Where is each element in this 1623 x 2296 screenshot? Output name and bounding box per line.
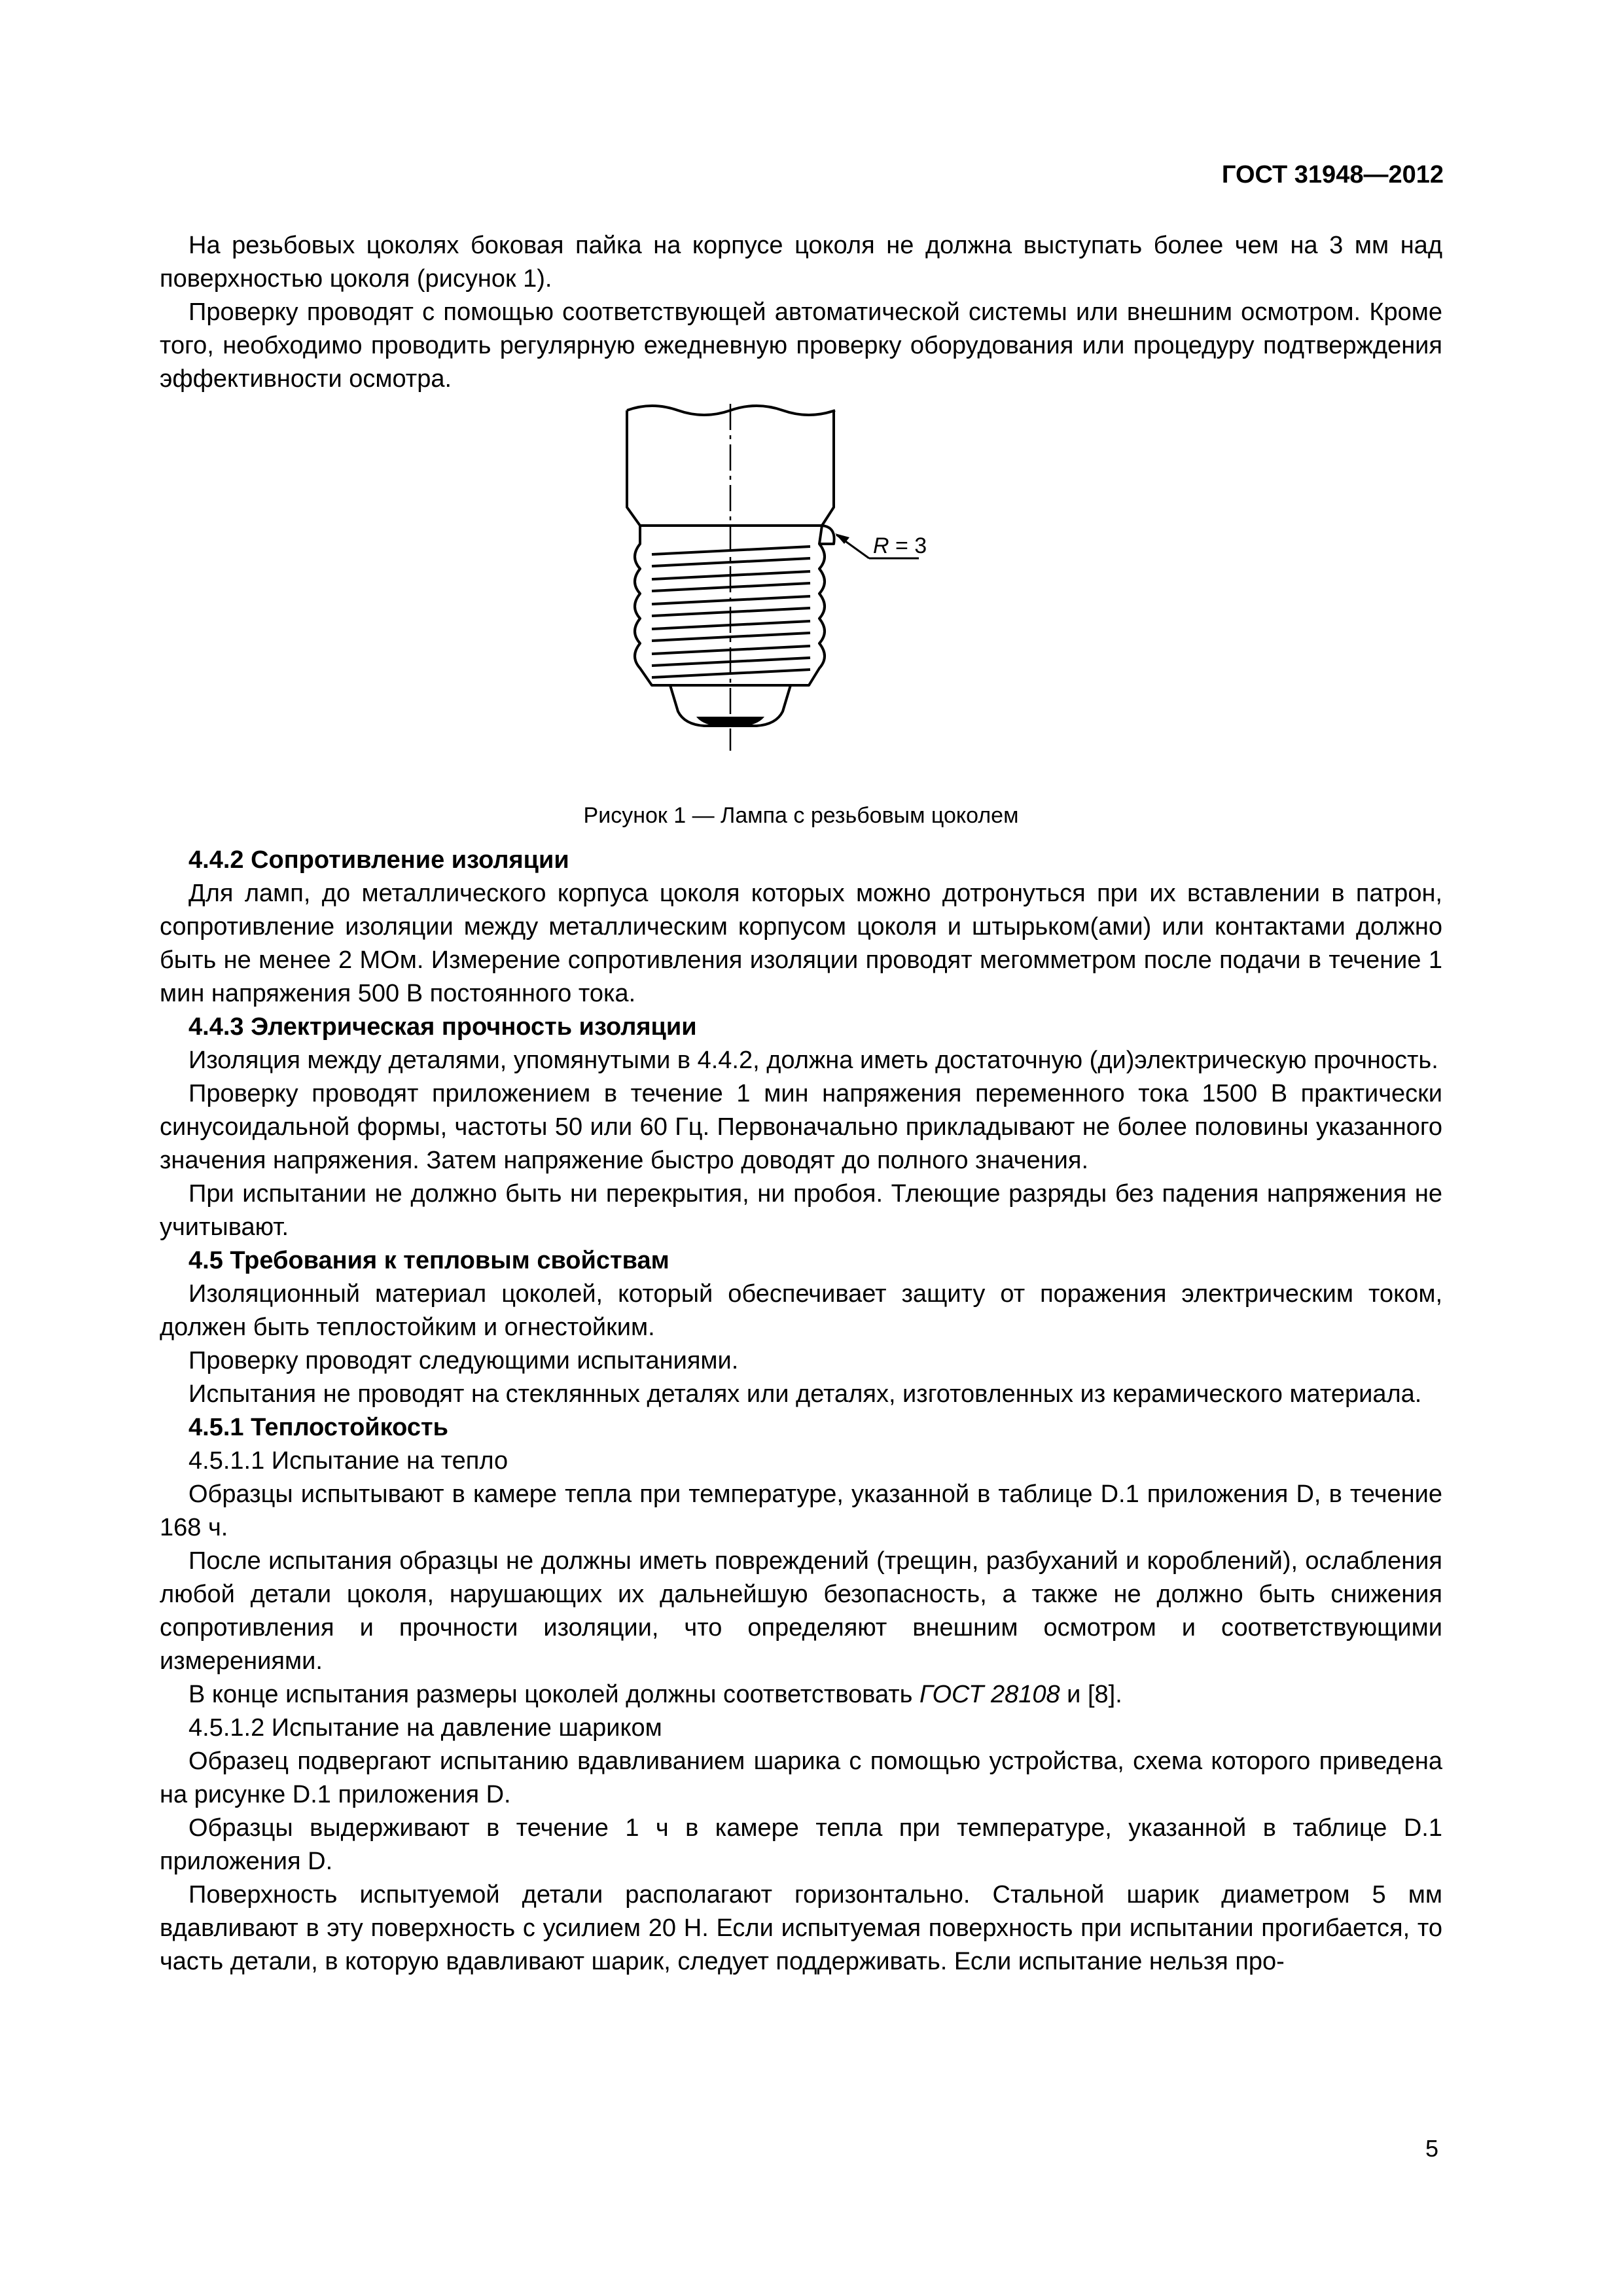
section-4-4-3-text-1: Изоляция между деталями, упомянутыми в 4.4.2, должна иметь достаточную (ди)электрическую прочность.: [188, 1047, 1438, 1074]
section-4-5-1-title: 4.5.1 Теплостойкость: [188, 1414, 448, 1441]
lamp-screw-base-drawing: [626, 404, 979, 751]
section-4-5-1-1-title: 4.5.1.1 Испытание на тепло: [188, 1447, 508, 1475]
section-4-5-1-1-text-3: [160, 1678, 1442, 1712]
section-4-4-2-text: Для ламп, до металлического корпуса цоколя которых можно дотронуться при их вставлении в патрон, сопротивление изоляции между металлическим корпусом цоколя и штырьком(ами) или контактами должно быть не менее 2 МОм. Измерение сопротивления изоляции проводят мегомметром после подачи в течение 1 мин напряжения 500 В постоянного тока.: [160, 880, 1442, 1007]
standard-reference-link: ГОСТ 28108: [919, 1681, 1060, 1708]
radius-label-value: = 3: [889, 533, 927, 558]
section-4-5-1-2-text-2: Образцы выдерживают в течение 1 ч в камере тепла при температуре, указанной в таблице D.1 приложения D.: [160, 1814, 1442, 1875]
radius-label-symbol: R: [873, 533, 889, 558]
figure-caption: Рисунок 1 — Лампа с резьбовым цоколем: [583, 803, 1019, 828]
section-4-5-1-2-title: 4.5.1.2 Испытание на давление шариком: [188, 1714, 662, 1742]
section-4-5-text-3: Испытания не проводят на стеклянных деталях или деталях, изготовленных из керамического материала.: [188, 1380, 1422, 1408]
page-content: [160, 229, 1442, 1979]
section-4-5-title: 4.5 Требования к тепловым свойствам: [188, 1247, 669, 1274]
section-4-4-3-text-3: При испытании не должно быть ни перекрытия, ни пробоя. Тлеющие разряды без падения напряжения не учитывают.: [160, 1180, 1442, 1241]
section-4-4-3-title: 4.4.3 Электрическая прочность изоляции: [188, 1013, 697, 1041]
figure-lamp-screw-base: [160, 404, 1442, 783]
paragraph-solder: На резьбовых цоколях боковая пайка на корпусе цоколя не должна выступать более чем на 3 мм над поверхностью цоколя (рисунок 1).: [160, 232, 1442, 293]
section-4-5-1-2-text-1: Образец подвергают испытанию вдавливанием шарика с помощью устройства, схема которого приведена на рисунке D.1 приложения D.: [160, 1748, 1442, 1808]
section-4-5-1-1-text-2: После испытания образцы не должны иметь повреждений (трещин, разбуханий и короблений), ослабления любой детали цоколя, нарушающих их дальнейшую безопасность, а также не должно быть снижения сопротивления и прочности изоляции, что определяют внешним осмотром и соответствующими измерениями.: [160, 1547, 1442, 1675]
section-4-5-text-1: Изоляционный материал цоколей, который обеспечивает защиту от поражения электрическим током, должен быть теплостойким и огнестойким.: [160, 1280, 1442, 1341]
section-4-5-1-1-text-1: Образцы испытывают в камере тепла при температуре, указанной в таблице D.1 приложения D, в течение 168 ч.: [160, 1480, 1442, 1541]
text-run: В конце испытания размеры цоколей должны соответствовать: [188, 1681, 920, 1708]
section-4-5-text-2: Проверку проводят следующими испытаниями.: [188, 1347, 739, 1374]
svg-text:R = 3: [873, 533, 927, 558]
section-4-5-1-2-text-3: Поверхность испытуемой детали располагают горизонтально. Стальной шарик диаметром 5 мм вдавливают в эту поверхность с усилием 20 Н. Если испытуемая поверхность при испытании прогибается, то часть детали, в которую вдавливают шарик, следует поддерживать. Если испытание нельзя про-: [160, 1881, 1442, 1975]
text-run: и [8].: [1060, 1681, 1122, 1708]
page-number: 5: [1425, 2135, 1438, 2162]
paragraph-inspection: Проверку проводят с помощью соответствующей автоматической системы или внешним осмотром. Кроме того, необходимо проводить регулярную ежедневную проверку оборудования или процедуру подтверждения эффективности осмотра.: [160, 298, 1442, 393]
section-4-4-3-text-2: Проверку проводят приложением в течение 1 мин напряжения переменного тока 1500 В практически синусоидальной формы, частоты 50 или 60 Гц. Первоначально прикладывают не более половины указанного значения напряжения. Затем напряжение быстро доводят до полного значения.: [160, 1080, 1442, 1174]
section-4-4-2-title: 4.4.2 Сопротивление изоляции: [188, 846, 569, 874]
document-id-header: ГОСТ 31948—2012: [1221, 161, 1444, 188]
